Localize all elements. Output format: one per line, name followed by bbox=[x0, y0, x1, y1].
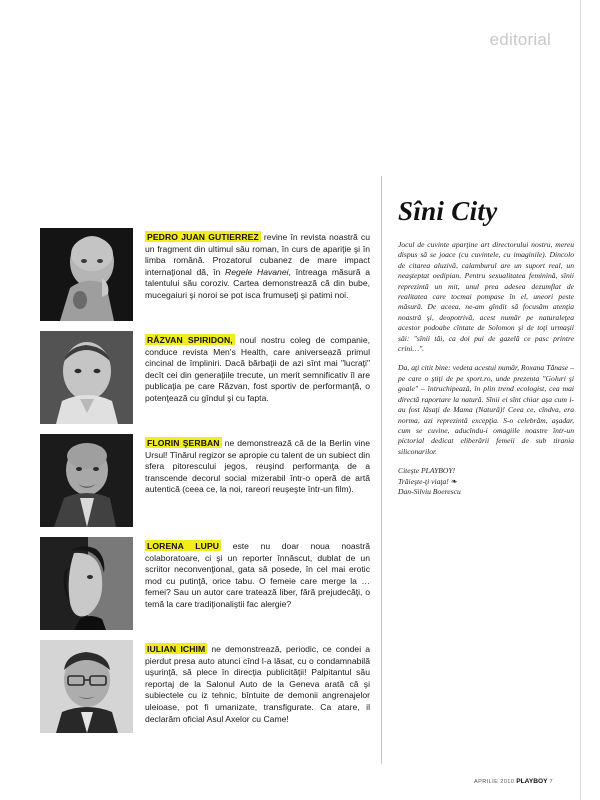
portrait-image-icon bbox=[40, 331, 133, 424]
portrait-photo-0 bbox=[40, 228, 133, 321]
footer-issue: APRILIE 2010 bbox=[474, 779, 515, 785]
contributor-body-after: , întreaga măsură a talentului său coroziv. Cartea demonstrează că din bube, mucegaiuri şi noroi se pot isca frumuseţi şi patimi noi. bbox=[145, 266, 370, 300]
contributor-entry bbox=[40, 434, 370, 527]
contributor-name: PEDRO JUAN GUTIERREZ bbox=[147, 232, 259, 242]
portrait-image-icon bbox=[40, 537, 133, 630]
contributors-list bbox=[40, 228, 370, 743]
contributor-entry bbox=[40, 228, 370, 321]
signature-line-1: Citeşte PLAYBOY! bbox=[398, 466, 456, 476]
contributor-body: revine în revista noastră cu un fragment din ultimul său roman, în curs de apariţie şi în limba română. Prozatorul cubanez de mare impact internaţional dă, în bbox=[145, 232, 370, 277]
contributor-text bbox=[145, 228, 370, 321]
portrait-photo-4 bbox=[40, 640, 133, 733]
playboy-rabbit-icon: ❧ bbox=[450, 476, 458, 486]
footer-brand: PLAYBOY bbox=[516, 778, 548, 785]
portrait-image-icon bbox=[40, 228, 133, 321]
portrait-image-icon bbox=[40, 640, 133, 733]
portrait-photo-3 bbox=[40, 537, 133, 630]
contributor-body-italic: Regele Havanei bbox=[225, 266, 289, 277]
contributor-entry bbox=[40, 537, 370, 630]
masthead bbox=[0, 30, 567, 50]
contributor-text bbox=[145, 640, 370, 733]
signature-author: Dan-Silviu Boerescu bbox=[398, 486, 461, 496]
portrait-photo-1 bbox=[40, 331, 133, 424]
contributor-body: ne demonstrează că de la Berlin vine Ursul! Tînărul regizor se apropie cu talent de un subiect din sfera pitorescului jegos, reuşind performanţa de a transcende decorul social mizerabil într-o operă de artă autentică (ceea ce, la noi, rareori reuşeşte într-un film). bbox=[145, 438, 370, 495]
portrait-photo-2 bbox=[40, 434, 133, 527]
contributor-name: LORENA LUPU bbox=[147, 541, 220, 551]
contributor-name: FLORIN ŞERBAN bbox=[147, 438, 220, 448]
contributor-text bbox=[145, 434, 370, 527]
page-edge-rule bbox=[580, 0, 581, 800]
contributor-body: este nu doar noua noastră colaboratoare, ci şi un reporter înnăscut, dublat de un scriitor neconvenţional, gata să posede, în cel mai erotic mod cu putinţă, orice tabu. O femeie care merge la …femei? Sau un autor care tratează liber, fără prejudecăţi, o temă la care tradiţionaliştii fac alergie? bbox=[145, 541, 370, 609]
contributor-name: IULIAN ICHIM bbox=[147, 644, 206, 654]
article-signature bbox=[398, 466, 574, 497]
contributor-entry bbox=[40, 331, 370, 424]
section-label: editorial bbox=[489, 30, 551, 49]
article-column bbox=[398, 196, 574, 497]
signature-line-2-text: Trăieşte-ţi viaţa! bbox=[398, 476, 449, 486]
portrait-image-icon bbox=[40, 434, 133, 527]
article-paragraph: Da, aţi citit bine: vedeta acestui număr, Roxana Tănase – pe care o ştiţi de pe sport.ro, unde prezenta "Goluri şi goale" – întruchipează, în plin trend ecologist, cea mai directă raportare la natură. Sînii ei sînt chiar aşa cum i-au fost lăsaţi de Mama (Natură)! Ceea ce, cîndva, era norma, azi reprezintă excepţia. S-o celebrăm, aşadar, cum se cuvine, aducîndu-i omagiile noastre într-un pictorial dedicat eliberării femeii de sub tirania siliconarilor. bbox=[398, 363, 574, 456]
contributor-entry bbox=[40, 640, 370, 733]
column-divider bbox=[381, 176, 382, 764]
contributor-text bbox=[145, 331, 370, 424]
contributor-body: ne demonstrează, periodic, ce condei a pierdut presa auto atunci cînd l-a lăsat, cu o condamnabilă uşurinţă, să plece în direcţia publicităţii! Palpitantul său reportaj de la Salonul Auto de la Geneva arată că şi subiectele cu iz tehnic, bîntuite de demonii angrenajelor uleioase, pot fi umanizate, transfigurate. Ca atare, il declarăm oficial Asul Axelor cu Came! bbox=[145, 644, 370, 724]
contributor-name: RĂZVAN SPIRIDON, bbox=[147, 335, 233, 345]
contributor-text bbox=[145, 537, 370, 630]
signature-line-2 bbox=[398, 477, 574, 487]
article-paragraph: Jocul de cuvinte aparţine art directorului nostru, mereu dispus să se joace (cu cuvintele, cu imaginile). Dincolo de citarea aluzivă, calamburul are un suport real, un neaşteptat oedipian. Pentru sexualitatea feminină, sînii reprezintă un mit, unul prea adesea dezumflat de realitatea care tocmai pompase în el, uneori peste măsură. De aceea, ne-am gîndit să focusăm atenţia noastră şi, deopotrivă, acest număr pe naturaleţea acestor podoabe cîntate de Solomon şi de toţi urmaşii săi: "sînii tăi, ca doi pui de gazelă ce pasc printre crini…". bbox=[398, 240, 574, 354]
contributor-body: noul nostru coleg de companie, conduce revista Men's Health, care aniversează primul cincinal de împliniri. Dacă bărbaţii de azi sînt mai "lucraţi" decît cei din generaţiile trecute, un merit semnificativ îl are publicaţia pe care Răzvan, fost sportiv de performanţă, o potenţează cu gîndul şi cu fapta. bbox=[145, 335, 370, 403]
article-title: Sîni City bbox=[398, 196, 498, 226]
page-footer bbox=[0, 778, 567, 785]
footer-page-number: 7 bbox=[549, 779, 553, 785]
